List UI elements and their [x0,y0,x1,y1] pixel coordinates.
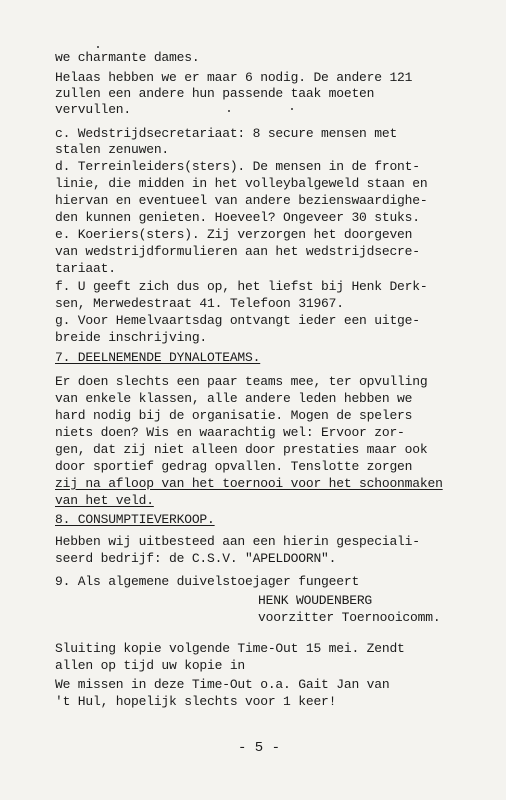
text-line: f. U geeft zich dus op, het liefst bij Henk Derk- [55,279,428,294]
text-line: g. Voor Hemelvaartsdag ontvangt ieder een uitge- [55,313,420,328]
text-line: hiervan en eventueel van andere bezienswaardighe- [55,193,428,208]
text-line: vervullen. [55,102,132,117]
text-line: e. Koeriers(sters). Zij verzorgen het doorgeven [55,227,413,242]
text-line: 9. Als algemene duivelstoejager fungeert [55,574,360,589]
text-line: breide inschrijving. [55,330,208,345]
signature-name: HENK WOUDENBERG [258,593,373,608]
text-line: Er doen slechts een paar teams mee, ter opvulling [55,374,428,389]
text-line: door sportief gedrag opvallen. Tenslotte zorgen [55,459,413,474]
text-line: van wedstrijdformulieren aan het wedstrijdsecre- [55,244,420,259]
speck [291,108,293,110]
text-line: We missen in deze Time-Out o.a. Gait Jan van [55,677,390,692]
text-line: Hebben wij uitbesteed aan een hierin gespeciali- [55,534,420,549]
text-line: van het veld. [55,493,154,508]
text-line: d. Terreinleiders(sters). De mensen in de front- [55,159,420,174]
signature-title: voorzitter Toernooicomm. [258,610,441,625]
text-line: van enkele klassen, alle andere leden hebben we [55,391,413,406]
text-line: we charmante dames. [55,50,200,65]
text-line: c. Wedstrijdsecretariaat: 8 secure mensen met [55,126,398,141]
text-line: zij na afloop van het toernooi voor het schoonmaken [55,476,443,491]
section-heading: 7. DEELNEMENDE DYNALOTEAMS. [55,350,261,365]
page-number: - 5 - [238,740,281,756]
text-line: den kunnen genieten. Hoeveel? Ongeveer 30 stuks. [55,210,420,225]
text-line: hard nodig bij de organisatie. Mogen de spelers [55,408,413,423]
speck [228,110,230,112]
text-line: niets doen? Wis en waarachtig wel: Ervoor zor- [55,425,405,440]
text-line: stalen zenuwen. [55,142,170,157]
section-heading: 8. CONSUMPTIEVERKOOP. [55,512,215,527]
text-line: zullen een andere hun passende taak moeten [55,86,375,101]
text-line: 't Hul, hopelijk slechts voor 1 keer! [55,694,337,709]
text-line: allen op tijd uw kopie in [55,658,246,673]
text-line: Sluiting kopie volgende Time-Out 15 mei. Zendt [55,641,405,656]
speck [97,46,99,48]
text-line: sen, Merwedestraat 41. Telefoon 31967. [55,296,344,311]
text-line: tariaat. [55,261,116,276]
text-line: seerd bedrijf: de C.S.V. "APELDOORN". [55,551,337,566]
text-line: Helaas hebben we er maar 6 nodig. De andere 121 [55,70,413,85]
text-line: linie, die midden in het volleybalgeweld staan en [55,176,428,191]
text-line: gen, dat zij niet alleen door prestaties maar ook [55,442,428,457]
